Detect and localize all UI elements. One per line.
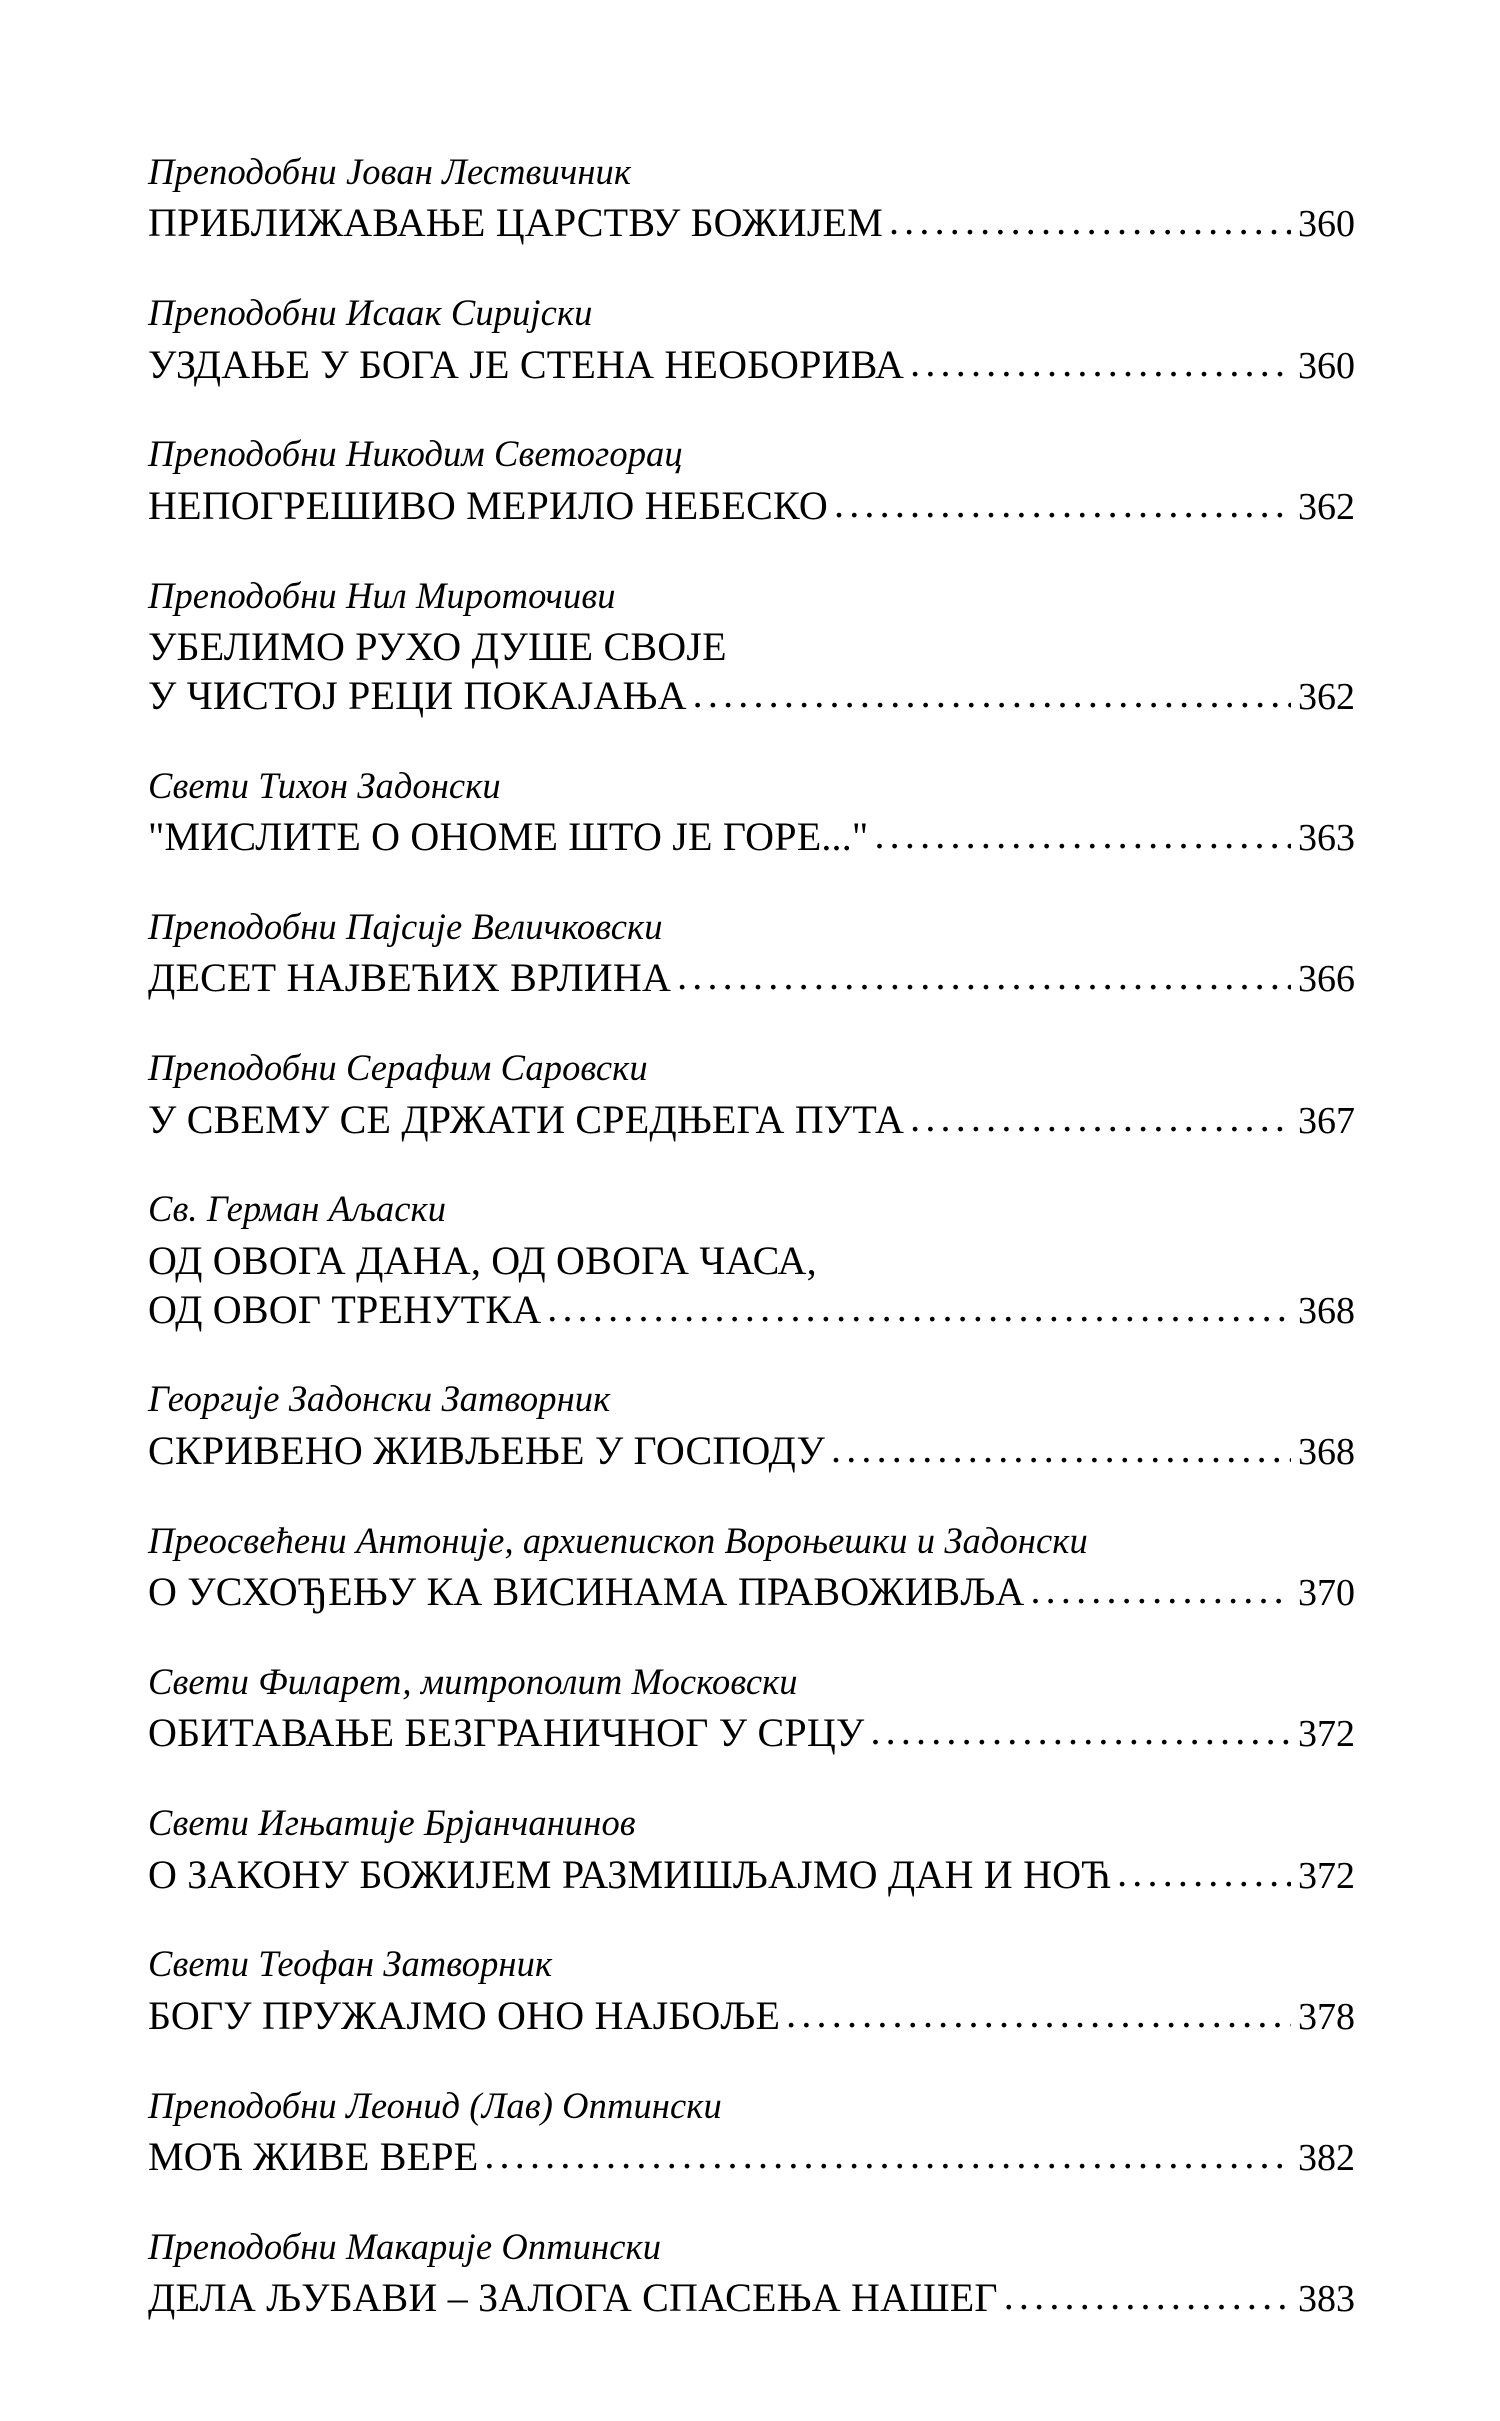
toc-entry[interactable] (148, 1799, 1355, 1899)
toc-entry-title-row[interactable] (148, 954, 1355, 1003)
toc-entry-page-number: 363 (1298, 817, 1355, 860)
toc-entry-author: Преподобни Исаак Сиријски (148, 292, 593, 334)
toc-entry-title-block (148, 1992, 1355, 2041)
toc-entry-title: ОД ОВОГ ТРЕНУТКА (148, 1286, 542, 1332)
toc-entry-author: Свети Игњатије Брјанчанинов (148, 1802, 636, 1844)
toc-entry[interactable] (148, 1375, 1355, 1475)
toc-entry-title-row[interactable] (148, 341, 1355, 390)
dot-leader (889, 197, 1291, 246)
toc-entry[interactable] (148, 1044, 1355, 1144)
toc-entry-title-line: ОД ОВОГА ДАНА, ОД ОВОГА ЧАСА, (148, 1237, 817, 1283)
toc-entry-title-row[interactable] (148, 672, 1355, 721)
toc-entry-title-block (148, 954, 1355, 1003)
toc-entry-title-row[interactable] (148, 1992, 1355, 2041)
dot-leader (874, 811, 1291, 860)
toc-entry-title-block (148, 623, 1355, 721)
toc-entry-title-row[interactable] (148, 2133, 1355, 2182)
toc-entry-title-row[interactable] (148, 1286, 1355, 1335)
toc-entry-title: ОБИТАВАЊЕ БЕЗГРАНИЧНОГ У СРЦУ (148, 1710, 865, 1756)
toc-entry-title-block (148, 2274, 1355, 2323)
toc-entry[interactable] (148, 1517, 1355, 1617)
toc-entry-author: Преподобни Макарије Оптински (148, 2225, 662, 2267)
dot-leader (693, 670, 1291, 719)
toc-entry-title: У СВЕМУ СЕ ДРЖАТИ СРЕДЊЕГА ПУТА (148, 1096, 905, 1142)
toc-entry-title-block (148, 1237, 1355, 1335)
toc-entry-author: Преподобни Јован Лествичник (148, 151, 632, 192)
toc-entry-page-number: 382 (1298, 2137, 1355, 2180)
toc-entry-title: "МИСЛИТЕ О ОНОМЕ ШТО ЈЕ ГОРЕ..." (148, 814, 869, 860)
toc-entry-title-row[interactable] (148, 199, 1355, 248)
toc-entry-title: ДЕЛА ЉУБАВИ – ЗАЛОГА СПАСЕЊА НАШЕГ (148, 2275, 998, 2321)
toc-entry[interactable] (148, 2082, 1355, 2182)
toc-entry-page-number: 383 (1298, 2278, 1355, 2321)
toc-entry-author: Преподобни Нил Мироточиви (148, 574, 616, 616)
toc-entry-title-line: УБЕЛИМО РУХО ДУШЕ СВОЈЕ (148, 624, 727, 670)
dot-leader (870, 1707, 1291, 1756)
toc-entry-title: ДЕСЕТ НАЈВЕЋИХ ВРЛИНА (148, 955, 672, 1001)
dot-leader (1004, 2272, 1291, 2321)
toc-entry[interactable] (148, 430, 1355, 530)
toc-entry[interactable] (148, 903, 1355, 1003)
toc-entry-title-block (148, 1096, 1355, 1145)
dot-leader (834, 480, 1291, 529)
toc-entry-title-block (148, 813, 1355, 862)
toc-entry-title-block (148, 1851, 1355, 1900)
toc-entry-title: УЗДАЊЕ У БОГА ЈЕ СТЕНА НЕОБОРИВА (148, 341, 905, 387)
toc-entry[interactable] (148, 572, 1355, 721)
toc-entry-title-block (148, 1568, 1355, 1617)
toc-entry-title: О ЗАКОНУ БОЖИЈЕМ РАЗМИШЉАЈМО ДАН И НОЋ (148, 1851, 1112, 1897)
dot-leader (786, 1990, 1291, 2039)
toc-entry-title: О УСХОЂЕЊУ КА ВИСИНАМА ПРАВОЖИВЉА (148, 1569, 1025, 1615)
toc-entry-page-number: 372 (1298, 1854, 1355, 1897)
toc-entry-page-number: 378 (1298, 1995, 1355, 2038)
toc-entry[interactable] (148, 1658, 1355, 1758)
dot-leader (484, 2131, 1291, 2180)
dot-leader (1117, 1849, 1291, 1898)
toc-entry-page-number: 367 (1298, 1099, 1355, 1142)
toc-entry-author: Преподобни Леонид (Лав) Оптински (148, 2084, 722, 2126)
toc-entry-page-number: 362 (1298, 485, 1355, 528)
toc-entry-author: Преосвећени Антоније, архиепископ Вороњешки и Задонски (148, 1519, 1088, 1561)
toc-entry-title-row[interactable] (148, 1096, 1355, 1145)
toc-entry-page-number: 360 (1298, 344, 1355, 387)
toc-entry-page-number: 372 (1298, 1713, 1355, 1756)
toc-entry-title-row[interactable] (148, 813, 1355, 862)
toc-entry-title-row[interactable] (148, 1427, 1355, 1476)
toc-entry-title: У ЧИСТОЈ РЕЦИ ПОКАЈАЊА (148, 672, 687, 718)
toc-entry-page-number: 362 (1298, 675, 1355, 718)
toc-entry-title: МОЋ ЖИВЕ ВЕРЕ (148, 2134, 479, 2180)
toc-entry-title-block (148, 341, 1355, 390)
toc-entry-title-row[interactable] (148, 1709, 1355, 1758)
toc-entry-list (148, 148, 1355, 2323)
toc-entry-title-row[interactable] (148, 482, 1355, 531)
toc-entry-title: ПРИБЛИЖАВАЊЕ ЦАРСТВУ БОЖИЈЕМ (148, 200, 883, 246)
toc-entry-title: БОГУ ПРУЖАЈМО ОНО НАЈБОЉЕ (148, 1992, 781, 2038)
toc-entry-title: СКРИВЕНО ЖИВЉЕЊЕ У ГОСПОДУ (148, 1427, 825, 1473)
toc-entry-author: Преподобни Серафим Саровски (148, 1047, 648, 1089)
toc-entry-title-block (148, 199, 1355, 248)
toc-entry-title-row[interactable] (148, 2274, 1355, 2323)
toc-entry[interactable] (148, 762, 1355, 862)
toc-entry-title: НЕПОГРЕШИВО МЕРИЛО НЕБЕСКО (148, 482, 829, 528)
dot-leader (547, 1284, 1291, 1333)
toc-entry-page-number: 370 (1298, 1572, 1355, 1615)
toc-entry-author: Свети Тихон Задонски (148, 764, 501, 806)
toc-entry-page-number: 368 (1298, 1289, 1355, 1332)
dot-leader (1030, 1566, 1291, 1615)
toc-entry-title-block (148, 1427, 1355, 1476)
dot-leader (910, 1094, 1291, 1143)
toc-entry-page-number: 368 (1298, 1430, 1355, 1473)
toc-entry-title-row[interactable] (148, 1568, 1355, 1617)
toc-entry[interactable] (148, 2223, 1355, 2323)
toc-entry-title-block (148, 2133, 1355, 2182)
toc-entry[interactable] (148, 1185, 1355, 1334)
toc-entry-page-number: 360 (1298, 203, 1355, 246)
toc-entry-title-block (148, 1709, 1355, 1758)
toc-entry[interactable] (148, 1940, 1355, 2040)
toc-entry-author: Св. Герман Аљаски (148, 1188, 447, 1230)
dot-leader (677, 952, 1291, 1001)
toc-entry[interactable] (148, 289, 1355, 389)
toc-entry-title-row[interactable] (148, 1851, 1355, 1900)
dot-leader (831, 1425, 1291, 1474)
toc-entry[interactable] (148, 148, 1355, 248)
toc-entry-title-block (148, 482, 1355, 531)
toc-entry-author: Преподобни Никодим Светогорац (148, 433, 683, 475)
toc-entry-author: Свети Теофан Затворник (148, 1943, 553, 1985)
toc-entry-author: Свети Филарет, митрополит Московски (148, 1660, 798, 1702)
toc-entry-author: Преподобни Пајсије Величковски (148, 905, 663, 947)
dot-leader (910, 339, 1291, 388)
toc-entry-author: Георгије Задонски Затворник (148, 1378, 611, 1420)
toc-entry-page-number: 366 (1298, 958, 1355, 1001)
